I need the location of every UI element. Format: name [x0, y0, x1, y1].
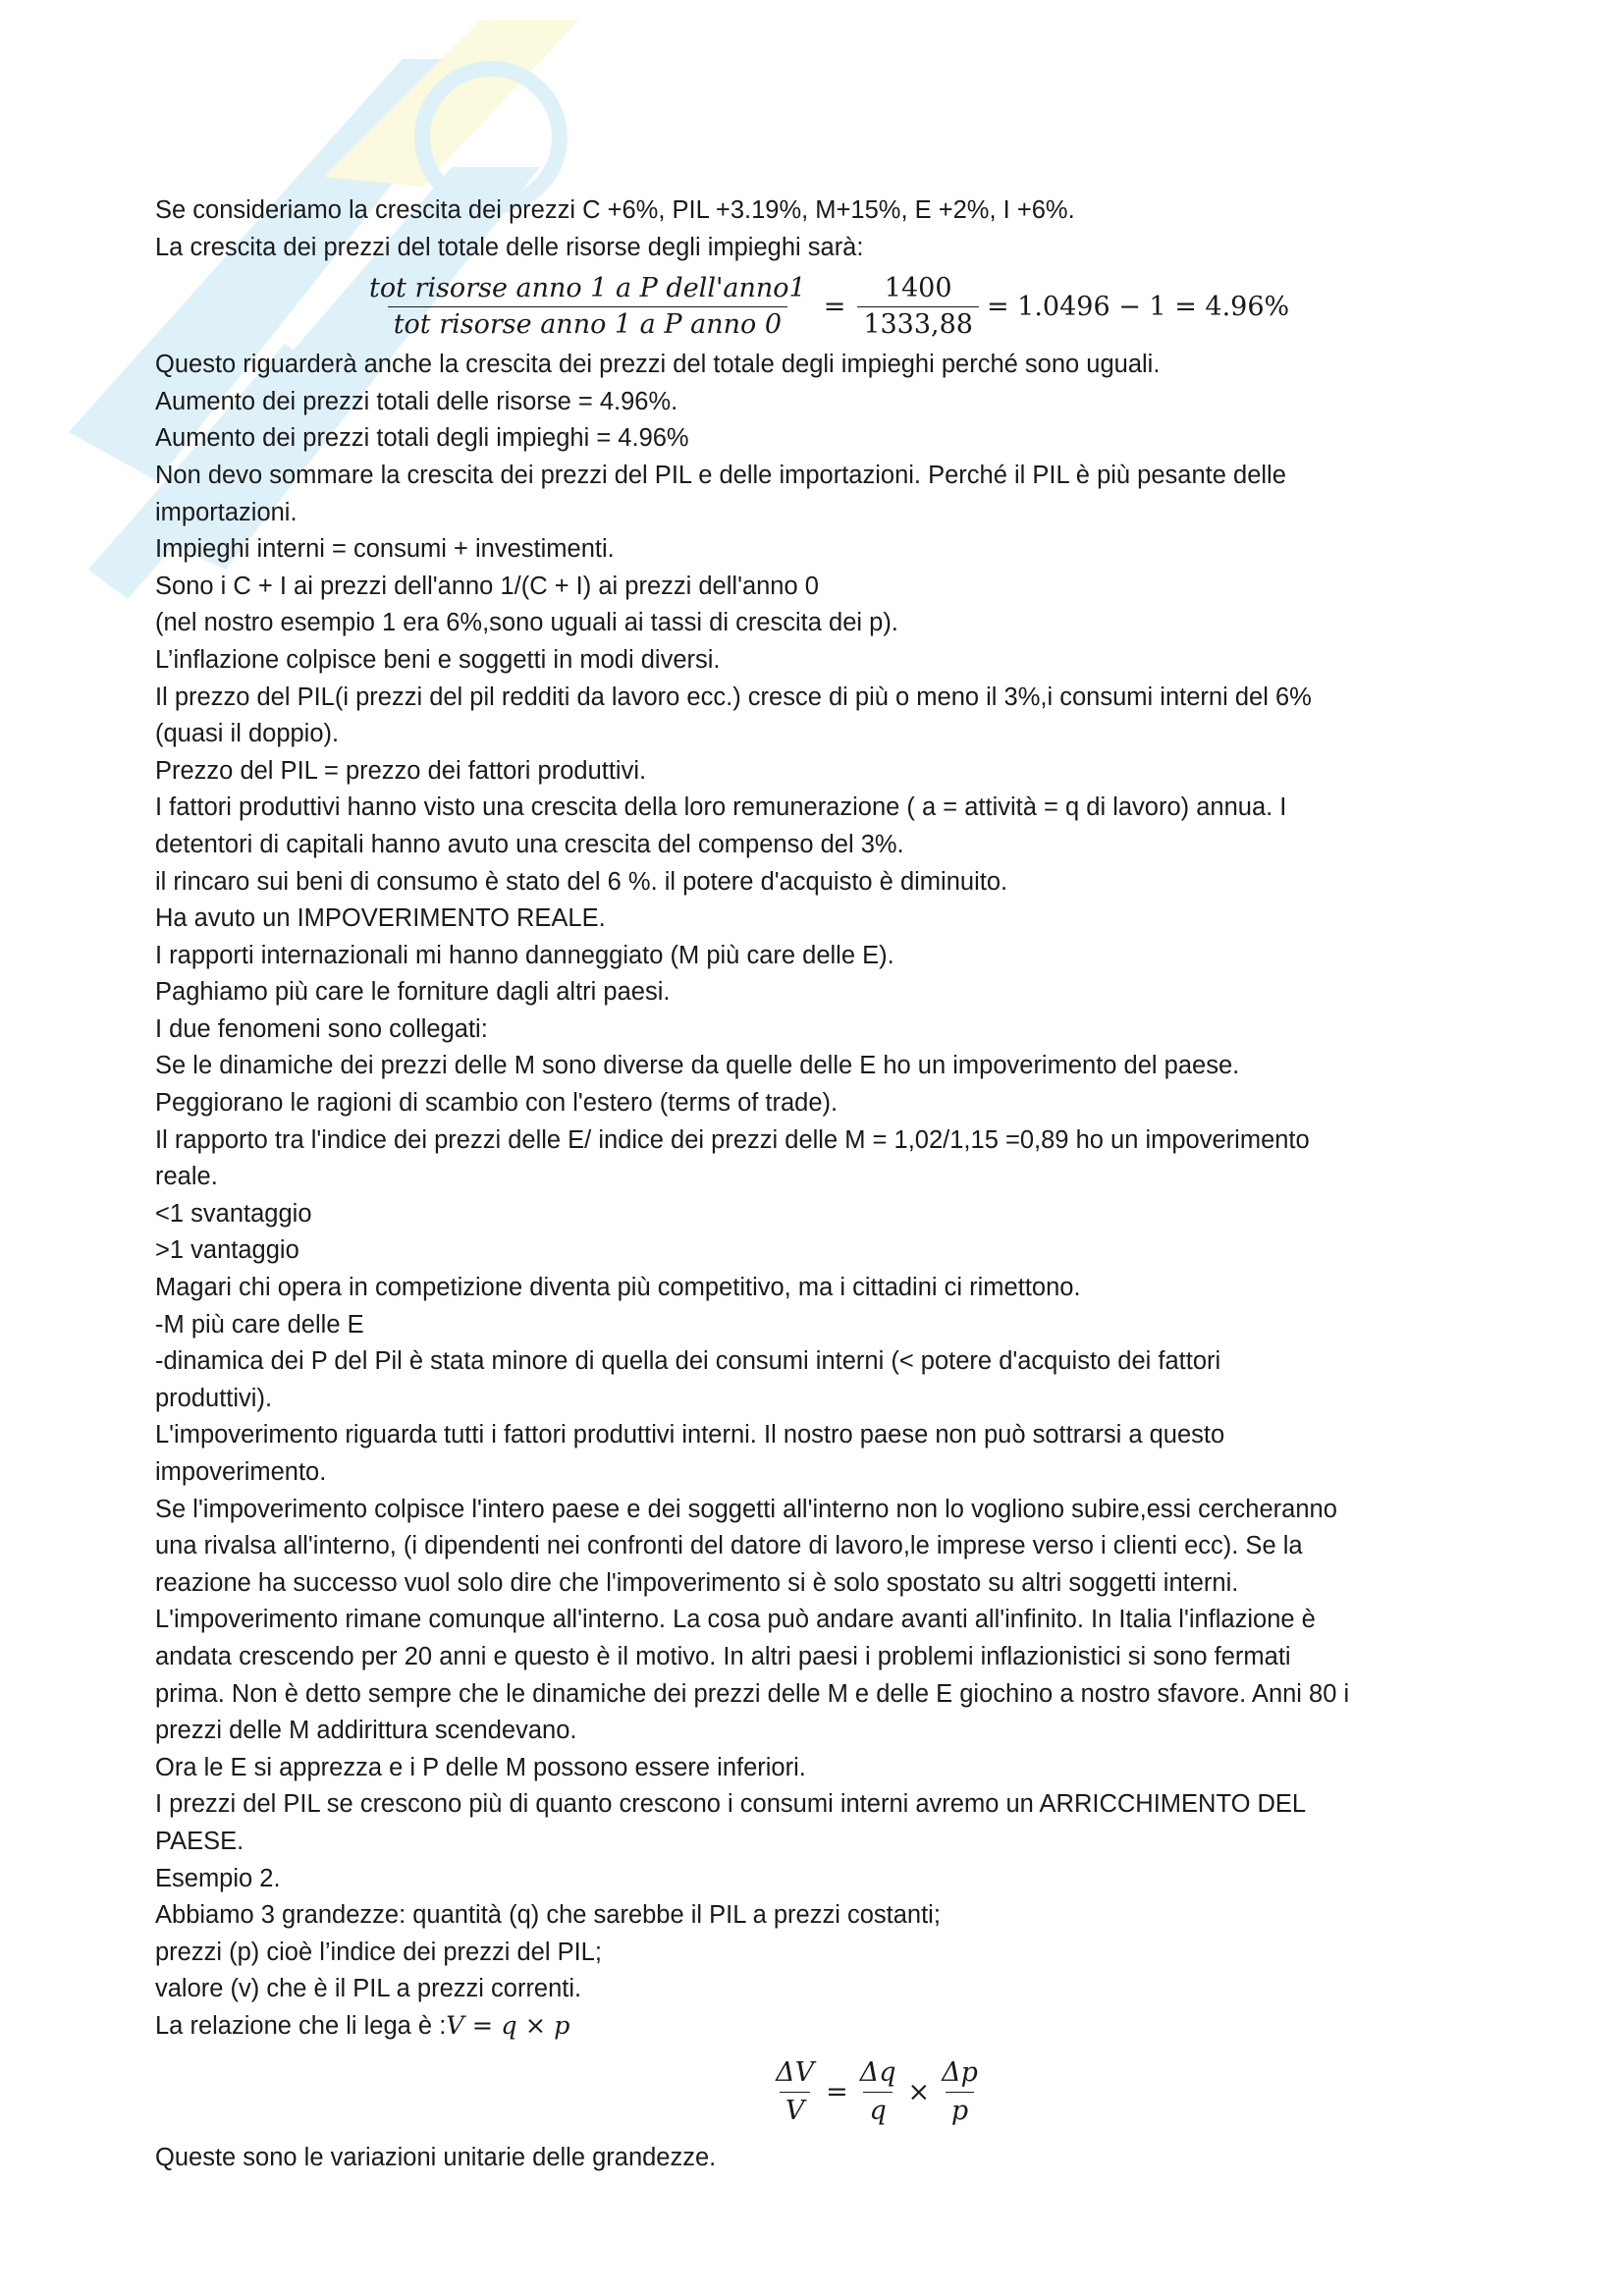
text-line: Ora le E si apprezza e i P delle M possono essere inferiori.	[155, 1753, 806, 1781]
text-line: <1 svantaggio	[155, 1199, 312, 1228]
fraction-delta-v	[770, 2054, 820, 2130]
text-line: (nel nostro esempio 1 era 6%,sono uguali ai tassi di crescita dei p).	[155, 609, 898, 637]
text-line: L'impoverimento rimane comunque all'interno. La cosa può andare avanti all'infinito. In Italia l'inflazione è	[155, 1606, 1316, 1634]
relation-text: La relazione che li lega è :	[155, 2011, 447, 2040]
text-line: Magari chi opera in competizione diventa più competitivo, ma i cittadini ci rimettono.	[155, 1274, 1081, 1302]
text-line: Il rapporto tra l'indice dei prezzi delle E/ indice dei prezzi delle M = 1,02/1,15 =0,89 ho un impoverimento	[155, 1125, 1310, 1154]
text-line: Aumento dei prezzi totali delle risorse = 4.96%.	[155, 387, 678, 415]
text-line: Ha avuto un IMPOVERIMENTO REALE.	[155, 904, 606, 933]
relation-line	[155, 2008, 1481, 2046]
fraction-delta-q	[854, 2054, 902, 2130]
text-line: L’inflazione colpisce beni e soggetti in modi diversi.	[155, 645, 721, 674]
text-line: Sono i C + I ai prezzi dell'anno 1/(C + I) ai prezzi dell'anno 0	[155, 572, 819, 600]
text-line: -dinamica dei P del Pil è stata minore di quella dei consumi interni (< potere d'acquisto dei fattori	[155, 1347, 1221, 1376]
text-line: Peggiorano le ragioni di scambio con l'estero (terms of trade).	[155, 1089, 839, 1118]
fraction-denominator: q	[863, 2092, 892, 2130]
text-line: impoverimento.	[155, 1458, 327, 1486]
text-line: Abbiamo 3 grandezze: quantità (q) che sarebbe il PIL a prezzi costanti;	[155, 1901, 941, 1930]
text-line: produttivi).	[155, 1384, 273, 1412]
text-line: prezzi (p) cioè l’indice dei prezzi del PIL;	[155, 1938, 602, 1966]
text-line: -M più care delle E	[155, 1310, 364, 1339]
fraction-denominator: tot risorse anno 1 a P anno 0	[388, 306, 787, 343]
text-line: reale.	[155, 1163, 218, 1191]
text-line: I prezzi del PIL se crescono più di quanto crescono i consumi interni avremo un ARRICCHIMENTO DEL	[155, 1790, 1307, 1819]
text-line: Non devo sommare la crescita dei prezzi del PIL e delle importazioni. Perché il PIL è più pesante delle	[155, 461, 1286, 489]
text-line: L'impoverimento riguarda tutti i fattori produttivi interni. Il nostro paese non può sottrarsi a questo	[155, 1421, 1225, 1449]
equals-sign: =	[826, 2077, 848, 2107]
text-line: Questo riguarderà anche la crescita dei prezzi del totale degli impieghi perché sono uguali.	[155, 351, 1161, 379]
equals-sign: =	[823, 291, 846, 322]
text-line: Paghiamo più care le forniture dagli altri paesi.	[155, 978, 671, 1007]
text-line: I fattori produttivi hanno visto una crescita della loro remunerazione ( a = attività = q di lavoro) annua. I	[155, 793, 1287, 822]
text-line: Prezzo del PIL = prezzo dei fattori produttivi.	[155, 756, 647, 785]
text-line: Aumento dei prezzi totali degli impieghi = 4.96%	[155, 424, 689, 453]
text-line: una rivalsa all'interno, (i dipendenti nei confronti del datore di lavoro,le imprese verso i clienti ecc). Se la	[155, 1532, 1303, 1560]
text-line: I rapporti internazionali mi hanno danneggiato (M più care delle E).	[155, 941, 894, 969]
formula-price-growth	[155, 266, 1481, 347]
text-line: (quasi il doppio).	[155, 720, 340, 748]
text-line: Se le dinamiche dei prezzi delle M sono diverse da quelle delle E ho un impoverimento del paese.	[155, 1052, 1240, 1080]
fraction-numerator: ΔV	[776, 2057, 815, 2088]
text-line: La crescita dei prezzi del totale delle risorse degli impieghi sarà:	[155, 233, 864, 261]
text-line: prima. Non è detto sempre che le dinamiche dei prezzi delle M e delle E giochino a nostro sfavore. Anni 80 i	[155, 1679, 1350, 1708]
fraction-numerator: tot risorse anno 1 a P dell'anno1	[369, 272, 806, 303]
fraction-delta-p	[936, 2054, 984, 2130]
text-line: Se consideriamo la crescita dei prezzi C +6%, PIL +3.19%, M+15%, E +2%, I +6%.	[155, 196, 1075, 224]
text-line: valore (v) che è il PIL a prezzi correnti.	[155, 1975, 582, 2003]
text-line: >1 vantaggio	[155, 1236, 299, 1265]
closing-line: Queste sono le variazioni unitarie delle grandezze.	[155, 2143, 717, 2171]
text-line: detentori di capitali hanno avuto una crescita del compenso del 3%.	[155, 830, 904, 858]
fraction-numerator: Δq	[859, 2057, 896, 2088]
fraction-denominator: V	[780, 2092, 811, 2130]
text-line: importazioni.	[155, 498, 298, 526]
text-line: il rincaro sui beni di consumo è stato del 6 %. il potere d'acquisto è diminuito.	[155, 867, 1008, 896]
text-line: andata crescendo per 20 anni e questo è il motivo. In altri paesi i problemi inflazionistici si sono fermati	[155, 1642, 1291, 1670]
text-line: reazione ha successo vuol solo dire che l'impoverimento si è solo spostato su altri soggetti interni.	[155, 1568, 1239, 1597]
fraction-denominator: p	[946, 2092, 974, 2130]
fraction-resources	[363, 271, 812, 343]
paragraph-intro	[155, 192, 1481, 266]
text-line: PAESE.	[155, 1827, 244, 1855]
fraction-denominator-value: 1333,88	[857, 306, 979, 343]
times-sign: ×	[907, 2077, 931, 2107]
text-line: Il prezzo del PIL(i prezzi del pil redditi da lavoro ecc.) cresce di più o meno il 3%,i consumi interni del 6%	[155, 683, 1312, 711]
text-line: prezzi delle M addirittura scendevano.	[155, 1717, 577, 1745]
paragraph-body	[155, 347, 1481, 2008]
fraction-numerator: Δp	[942, 2057, 978, 2088]
text-line: Impieghi interni = consumi + investimenti.	[155, 535, 615, 564]
text-line: Se l'impoverimento colpisce l'intero paese e dei soggetti all'interno non lo vogliono subire,essi cercheranno	[155, 1495, 1337, 1523]
fraction-numerator-value: 1400	[884, 272, 952, 303]
document-page	[155, 192, 1481, 2176]
formula-result: = 1.0496 − 1 = 4.96%	[986, 291, 1290, 322]
text-line: Esempio 2.	[155, 1864, 281, 1892]
relation-formula: V = q × p	[446, 2010, 570, 2041]
formula-unit-variations	[155, 2046, 1481, 2140]
fraction-values	[857, 271, 979, 343]
text-line: I due fenomeni sono collegati:	[155, 1014, 488, 1043]
